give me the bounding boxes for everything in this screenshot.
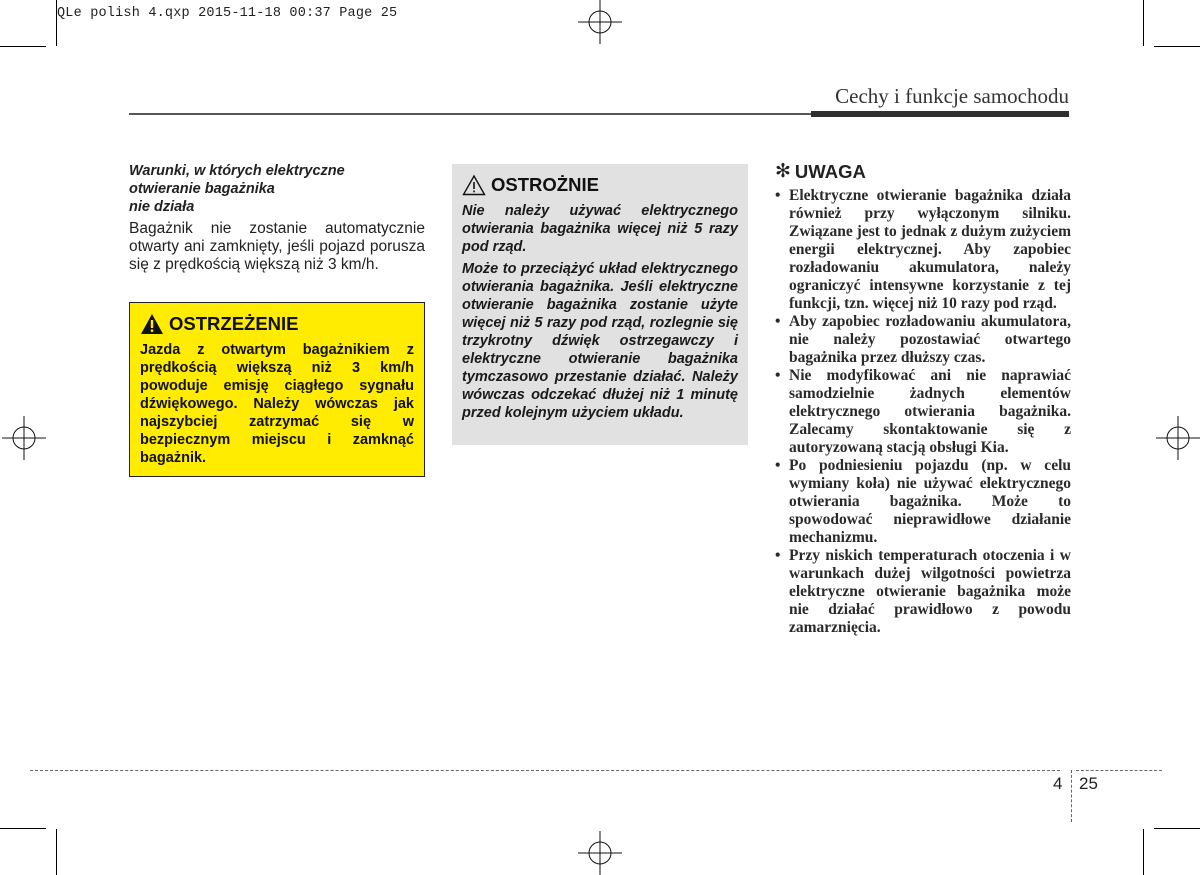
caution-text xyxy=(462,202,738,422)
section-title: Cechy i funkcje samochodu xyxy=(835,84,1069,108)
warning-triangle-icon xyxy=(140,313,164,335)
list-item: • Elektryczne otwieranie bagażnika działa również przy wyłączonym silniku. Związane jest to jednak z dużym zużyciem energii elektrycznej. Aby zapobiec rozładowaniu akumulatora, należy ograniczyć intensywne korzystanie z tej funkcji, tzn. więcej niż 10 razy pod rząd. xyxy=(775,187,1071,313)
crop-mark xyxy=(1154,46,1200,47)
footer-dashed-rule xyxy=(30,770,1060,771)
registration-mark-icon xyxy=(1156,416,1200,460)
crop-mark xyxy=(0,828,46,829)
warning-title-text: OSTRZEŻENIE xyxy=(169,313,299,334)
crop-mark xyxy=(1154,828,1200,829)
column-3 xyxy=(775,160,1071,637)
chapter-number: 4 xyxy=(1053,774,1063,793)
list-item: • Aby zapobiec rozładowaniu akumulatora, nie należy pozostawiać otwartego bagażnika przez dłuższy czas. xyxy=(775,313,1071,367)
print-slug: QLe polish 4.qxp 2015-11-18 00:37 Page 25 xyxy=(57,6,398,21)
registration-mark-icon xyxy=(2,416,46,460)
column-1 xyxy=(129,162,425,274)
caution-title xyxy=(462,174,738,196)
footer-dashed-rule xyxy=(1076,770,1162,771)
caution-paragraph: Może to przeciążyć układ elektrycznego otwierania bagażnika. Jeśli elektryczne otwieranie bagażnika zostanie użyte więcej niż 5 razy pod rząd, rozlegnie się trzykrotny dźwięk ostrzegawczy i elektryczne otwieranie bagażnika tymczasowo przestanie działać. Należy wówczas odczekać dłużej niż 1 minutę przed kolejnym użyciem układu. xyxy=(462,261,738,421)
caution-box xyxy=(452,164,748,445)
warning-box xyxy=(129,302,425,477)
note-list xyxy=(775,187,1071,637)
subheading xyxy=(129,162,425,216)
page-number-separator xyxy=(1071,770,1074,822)
caution-paragraph: Nie należy używać elektrycznego otwierania bagażnika więcej niż 5 razy pod rząd. xyxy=(462,203,738,255)
crop-mark xyxy=(56,829,57,875)
crop-mark xyxy=(1143,829,1144,875)
note-title-text: UWAGA xyxy=(794,160,866,182)
subheading-line: otwieranie bagażnika xyxy=(129,181,275,197)
subheading-line: Warunki, w których elektryczne xyxy=(129,163,345,179)
caution-triangle-icon xyxy=(462,174,486,196)
note-title xyxy=(775,160,1071,183)
registration-mark-icon xyxy=(578,831,622,875)
warning-title xyxy=(140,313,414,335)
asterisk-note-icon: ✻ xyxy=(775,161,791,182)
list-item: • Nie modyfikować ani nie naprawiać samodzielnie żadnych elementów elektrycznego otwierania bagażnika. Zalecamy skontaktowanie się z autoryzowaną stacją obsługi Kia. xyxy=(775,367,1071,457)
list-item: • Przy niskich temperaturach otoczenia i w warunkach dużej wilgotności powietrza elektryczne otwieranie bagażnika może nie działać prawidłowo z powodu zamarznięcia. xyxy=(775,547,1071,637)
registration-mark-icon xyxy=(578,0,622,44)
body-paragraph: Bagażnik nie zostanie automatycznie otwarty ani zamknięty, jeśli pojazd porusza się z prędkością większą niż 3 km/h. xyxy=(129,220,425,273)
list-item: • Po podniesieniu pojazdu (np. w celu wymiany koła) nie używać elektrycznego otwierania bagażnika. Może to spowodować nieprawidłowe działanie mechanizmu. xyxy=(775,457,1071,547)
subheading-line: nie działa xyxy=(129,199,195,215)
page-number: 25 xyxy=(1079,774,1098,793)
header-accent-bar xyxy=(811,111,1069,117)
warning-text: Jazda z otwartym bagażnikiem z prędkością większą niż 3 km/h powoduje emisję ciągłego sygnału dźwiękowego. Należy wówczas jak najszybciej zatrzymać się w bezpiecznym miejscu i zamknąć bagażnik. xyxy=(140,342,414,466)
crop-mark xyxy=(1143,0,1144,46)
crop-mark xyxy=(0,46,46,47)
caution-title-text: OSTROŻNIE xyxy=(491,174,599,195)
